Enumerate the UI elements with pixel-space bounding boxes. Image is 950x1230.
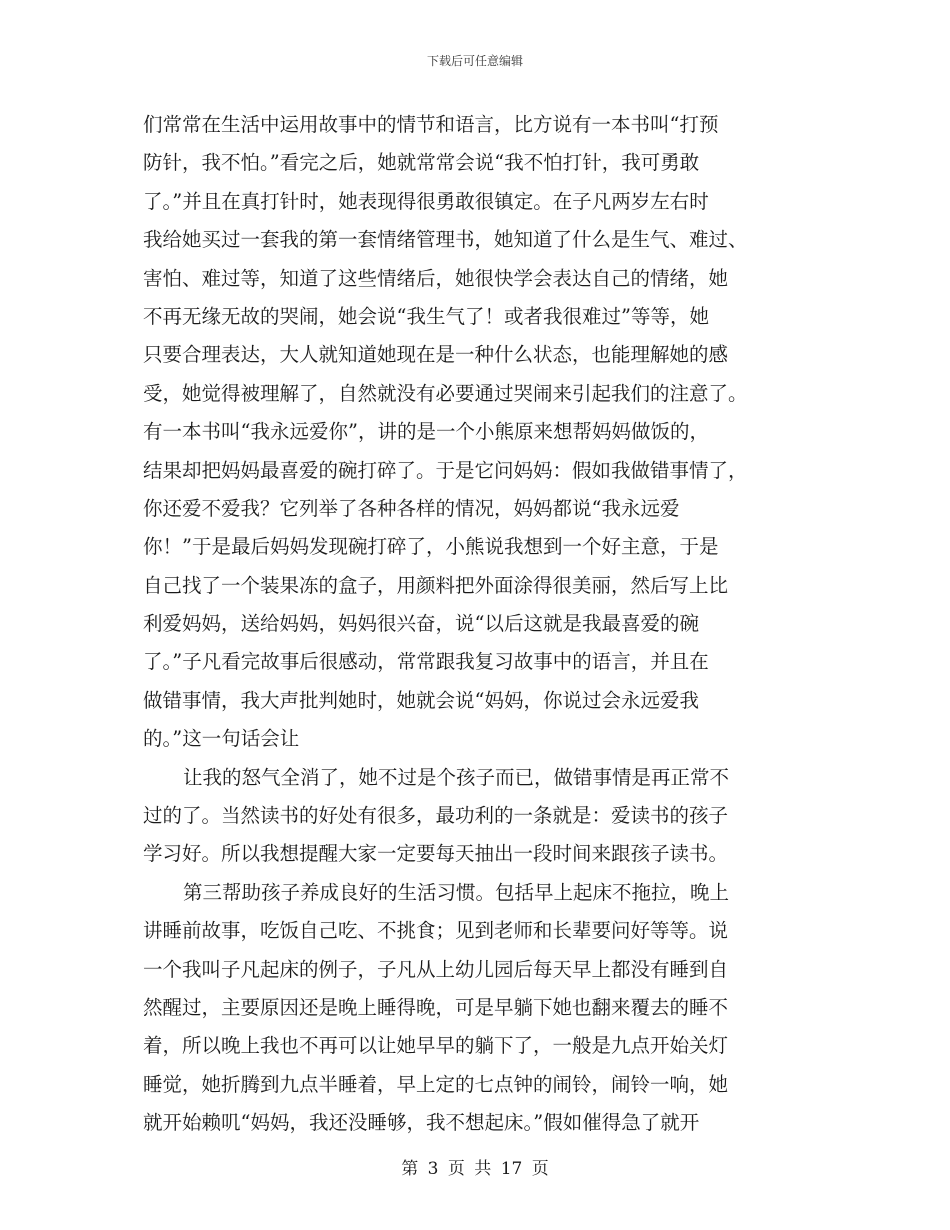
page-footer: 第 3 页 共 17 页 bbox=[401, 1159, 549, 1179]
text-line: 过的了。当然读书的好处有很多，最功利的一条就是：爱读书的孩子 bbox=[143, 804, 729, 828]
text-line: 我给她买过一套我的第一套情绪管理书，她知道了什么是生气、难过、 bbox=[143, 228, 748, 252]
text-line: 第三帮助孩子养成良好的生活习惯。包括早上起床不拖拉，晚上 bbox=[183, 880, 730, 904]
page-header: 下载后可任意编辑 bbox=[426, 54, 523, 68]
text-line: 讲睡前故事，吃饭自己吃、不挑食；见到老师和长辈要问好等等。说 bbox=[143, 919, 729, 943]
text-line: 让我的怒气全消了，她不过是个孩子而已，做错事情是再正常不 bbox=[183, 765, 730, 789]
text-line: 做错事情，我大声批判她时，她就会说“妈妈，你说过会永远爱我 bbox=[143, 688, 699, 712]
text-line: 结果却把妈妈最喜爱的碗打碎了。于是它问妈妈：假如我做错事情了， bbox=[143, 458, 748, 482]
text-line: 们常常在生活中运用故事中的情节和语言，比方说有一本书叫“打预 bbox=[143, 113, 719, 136]
text-line: 你还爱不爱我？它列举了各种各样的情况，妈妈都说“我永远爱 bbox=[143, 496, 680, 520]
text-line: 你！”于是最后妈妈发现碗打碎了，小熊说我想到一个好主意，于是 bbox=[143, 535, 719, 559]
text-line: 不再无缘无故的哭闹，她会说“我生气了！或者我很难过”等等，她 bbox=[143, 304, 709, 328]
text-line: 防针，我不怕。”看完之后，她就常常会说“我不怕打针，我可勇敢 bbox=[143, 151, 700, 175]
text-line: 了。”子凡看完故事后很感动，常常跟我复习故事中的语言，并且在 bbox=[143, 650, 709, 674]
text-line: 有一本书叫“我永远爱你”，讲的是一个小熊原来想帮妈妈做饭的， bbox=[143, 420, 709, 444]
text-line: 一个我叫子凡起床的例子，子凡从上幼儿园后每天早上都没有睡到自 bbox=[143, 957, 729, 981]
text-line: 然醒过，主要原因还是晚上睡得晚，可是早躺下她也翻来覆去的睡不 bbox=[143, 995, 729, 1019]
text-line: 受，她觉得被理解了，自然就没有必要通过哭闹来引起我们的注意了。 bbox=[143, 381, 748, 405]
document-body bbox=[143, 106, 803, 1143]
text-line: 自己找了一个装果冻的盒子，用颜料把外面涂得很美丽，然后写上比 bbox=[143, 573, 729, 597]
text-line: 学习好。所以我想提醒大家一定要每天抽出一段时间来跟孩子读书。 bbox=[143, 842, 729, 866]
text-line: 只要合理表达，大人就知道她现在是一种什么状态，也能理解她的感 bbox=[143, 343, 729, 367]
text-line: 了。”并且在真打针时，她表现得很勇敢很镇定。在子凡两岁左右时 bbox=[143, 189, 709, 213]
text-line: 着，所以晚上我也不再可以让她早早的躺下了，一般是九点开始关灯 bbox=[143, 1034, 729, 1058]
text-line: 睡觉，她折腾到九点半睡着，早上定的七点钟的闹铃，闹铃一响，她 bbox=[143, 1072, 729, 1096]
text-line: 的。”这一句话会让 bbox=[143, 727, 300, 751]
text-line: 就开始赖叽“妈妈，我还没睡够，我不想起床。”假如催得急了就开 bbox=[143, 1111, 700, 1135]
text-line: 利爱妈妈，送给妈妈，妈妈很兴奋，说“以后这就是我最喜爱的碗 bbox=[143, 612, 699, 636]
text-line: 害怕、难过等，知道了这些情绪后，她很快学会表达自己的情绪，她 bbox=[143, 266, 729, 290]
